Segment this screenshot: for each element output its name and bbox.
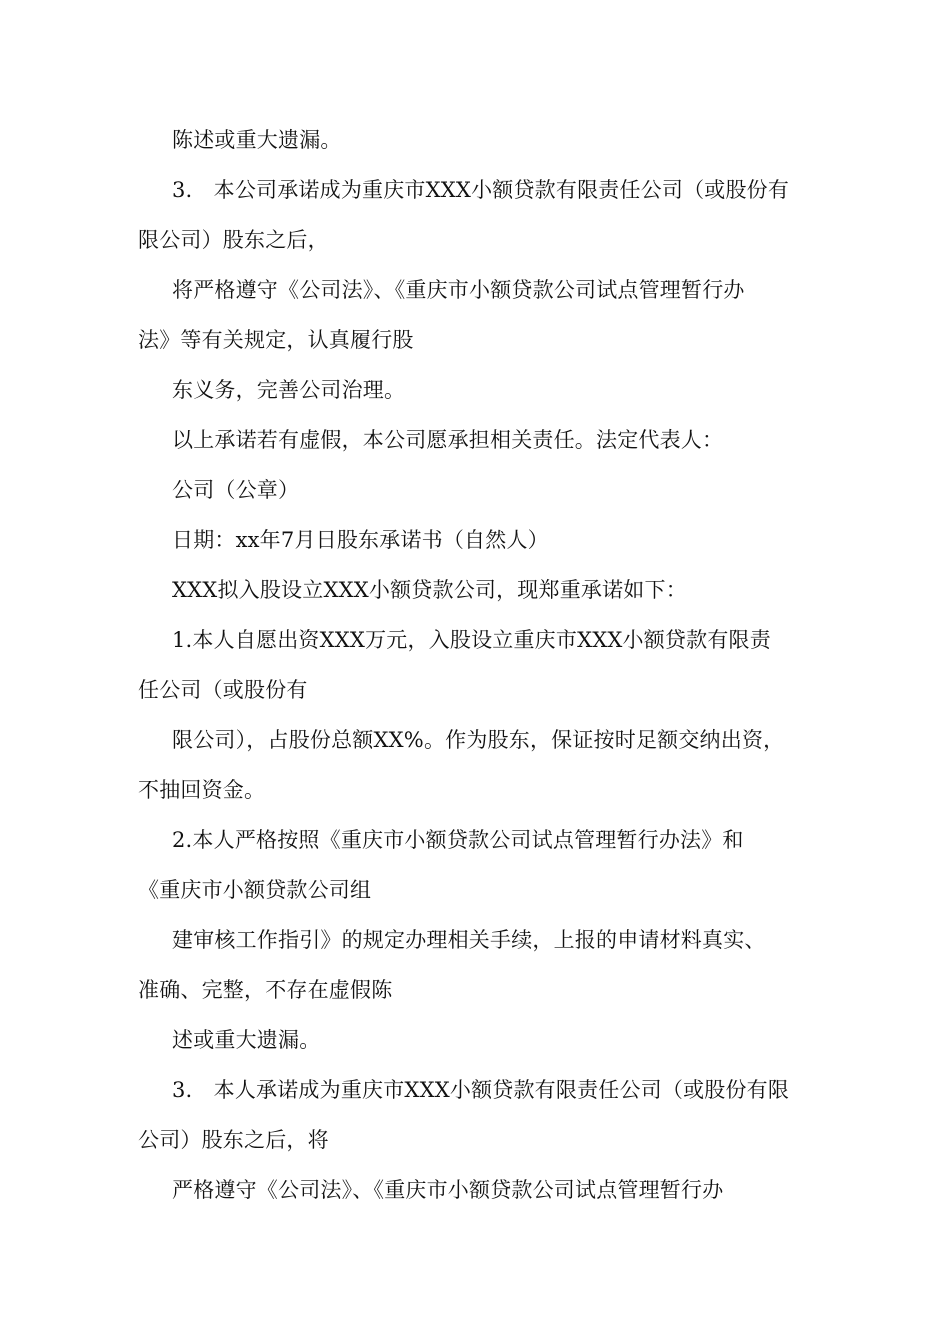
text-line: 建审核工作指引》的规定办理相关手续，上报的申请材料真实、 <box>172 928 766 952</box>
text-line: 陈述或重大遗漏。 <box>172 128 342 152</box>
text-line: 公司（公章） <box>172 478 300 502</box>
text-line: 限公司）股东之后， <box>138 228 329 252</box>
text-line: 《重庆市小额贷款公司组 <box>138 878 372 902</box>
text-line: 将严格遵守《公司法》、《重庆市小额贷款公司试点管理暂行办 <box>172 278 745 302</box>
text-line: 3. 本人承诺成为重庆市XXX小额贷款有限责任公司（或股份有限 <box>172 1078 790 1102</box>
text-line: 不抽回资金。 <box>138 778 266 802</box>
text-line: 述或重大遗漏。 <box>172 1028 321 1052</box>
text-line: 严格遵守《公司法》、《重庆市小额贷款公司试点管理暂行办 <box>172 1178 724 1202</box>
text-line: 东义务，完善公司治理。 <box>172 378 406 402</box>
text-line: 准确、完整，不存在虚假陈 <box>138 978 393 1002</box>
text-line: 任公司（或股份有 <box>138 678 308 702</box>
text-line: 3. 本公司承诺成为重庆市XXX小额贷款有限责任公司（或股份有 <box>172 178 790 202</box>
text-line: 以上承诺若有虚假，本公司愿承担相关责任。法定代表人： <box>172 428 724 452</box>
text-line: 2.本人严格按照《重庆市小额贷款公司试点管理暂行办法》和 <box>172 828 744 852</box>
text-line: 法》等有关规定，认真履行股 <box>138 328 414 352</box>
text-line: 公司）股东之后，将 <box>138 1128 329 1152</box>
text-line: XXX拟入股设立XXX小额贷款公司，现郑重承诺如下： <box>172 578 687 602</box>
text-line: 1.本人自愿出资XXX万元，入股设立重庆市XXX小额贷款有限责 <box>172 628 771 652</box>
text-line: 日期：xx年7月日股东承诺书（自然人） <box>172 528 549 552</box>
text-line: 限公司），占股份总额XX%。作为股东，保证按时足额交纳出资， <box>172 728 785 752</box>
